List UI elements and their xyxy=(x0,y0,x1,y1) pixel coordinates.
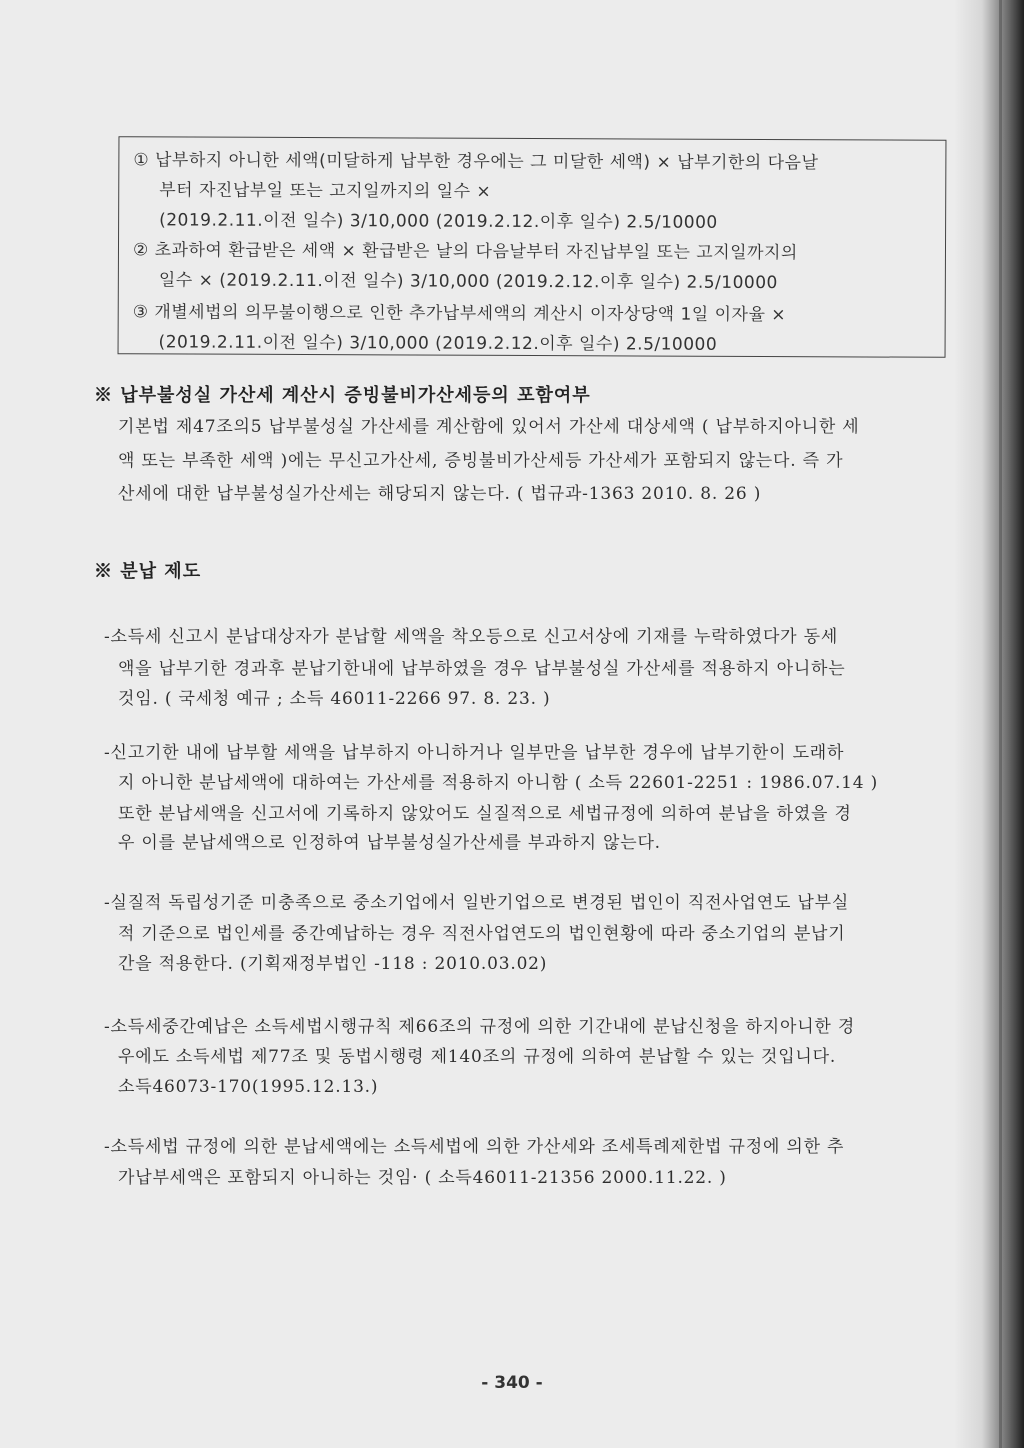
section-heading-installment: ※ 분납 제도 xyxy=(94,561,202,582)
binding-edge xyxy=(999,0,1002,1448)
body-text-line: -신고기한 내에 납부할 세액을 납부하지 아니하거나 일부만을 납부한 경우에 납부기한이 도래하 xyxy=(104,743,845,763)
formula-line: ② 초과하여 환급받은 세액 × 환급받은 날의 다음날부터 자진납부일 또는 고지일까지의 xyxy=(132,240,798,264)
formula-line: 부터 자진납부일 또는 고지일까지의 일수 × xyxy=(159,180,492,202)
formula-line: ③ 개별세법의 의무불이행으로 인한 추가납부세액의 계산시 이자상당액 1일 이자율 × xyxy=(132,302,787,326)
body-text-line: 기본법 제47조의5 납부불성실 가산세를 계산함에 있어서 가산세 대상세액 ( 납부하지아니한 세 xyxy=(118,417,860,437)
body-text-line: 적 기준으로 법인세를 중간예납하는 경우 직전사업연도의 법인현황에 따라 중소기업의 분납기 xyxy=(118,924,846,944)
body-text-line: -소득세 신고시 분납대상자가 분납할 세액을 착오등으로 신고서상에 기재를 누락하였다가 동세 xyxy=(104,627,839,647)
body-text-line: -소득세중간예납은 소득세법시행규칙 제66조의 규정에 의한 기간내에 분납신청을 하지아니한 경 xyxy=(104,1017,856,1037)
body-text-line: 것임. ( 국세청 예규 ; 소득 46011-2266 97. 8. 23. ) xyxy=(118,689,551,709)
body-text-line: 우 이를 분납세액으로 인정하여 납부불성실가산세를 부과하지 않는다. xyxy=(118,833,661,853)
body-text-line: 우에도 소득세법 제77조 및 동법시행령 제140조의 규정에 의하여 분납할 수 있는 것입니다. xyxy=(118,1047,837,1067)
body-text-line: 간을 적용한다. (기획재정부법인 -118 : 2010.03.02) xyxy=(118,954,548,974)
formula-line: 일수 × (2019.2.11.이전 일수) 3/10,000 (2019.2.12.이후 일수) 2.5/10000 xyxy=(158,270,778,294)
formula-line: ① 납부하지 아니한 세액(미달하게 납부한 경우에는 그 미달한 세액) × 납부기한의 다음날 xyxy=(133,150,819,174)
formula-line: (2019.2.11.이전 일수) 3/10,000 (2019.2.12.이후 일수) 2.5/10000 xyxy=(158,332,718,355)
body-text-line: 가납부세액은 포함되지 아니하는 것임· ( 소득46011-21356 2000.11.22. ) xyxy=(118,1168,727,1188)
body-text-line: -소득세법 규정에 의한 분납세액에는 소득세법에 의한 가산세와 조세특례제한법 규정에 의한 추 xyxy=(104,1137,845,1157)
section-heading-penalty-inclusion: ※ 납부불성실 가산세 계산시 증빙불비가산세등의 포함여부 xyxy=(94,385,591,406)
formula-box xyxy=(118,136,947,358)
body-text-line: 지 아니한 분납세액에 대하여는 가산세를 적용하지 아니함 ( 소득 22601-2251 : 1986.07.14 ) xyxy=(118,773,879,793)
body-text-line: 소득46073-170(1995.12.13.) xyxy=(118,1077,379,1097)
formula-line: (2019.2.11.이전 일수) 3/10,000 (2019.2.12.이후 일수) 2.5/10000 xyxy=(159,210,718,233)
page-number: - 340 - xyxy=(481,1373,543,1393)
body-text-line: 산세에 대한 납부불성실가산세는 해당되지 않는다. ( 법규과-1363 2010. 8. 26 ) xyxy=(118,484,762,504)
body-text-line: 액을 납부기한 경과후 분납기한내에 납부하였을 경우 납부불성실 가산세를 적용하지 아니하는 xyxy=(118,659,846,679)
body-text-line: 또한 분납세액을 신고서에 기록하지 않았어도 실질적으로 세법규정에 의하여 분납을 하였을 경 xyxy=(118,804,852,824)
body-text-line: 액 또는 부족한 세액 )에는 무신고가산세, 증빙불비가산세등 가산세가 포함되지 않는다. 즉 가 xyxy=(118,451,844,471)
body-text-line: -실질적 독립성기준 미충족으로 중소기업에서 일반기업으로 변경된 법인이 직전사업연도 납부실 xyxy=(104,893,850,913)
binding-shadow xyxy=(954,0,1024,1448)
